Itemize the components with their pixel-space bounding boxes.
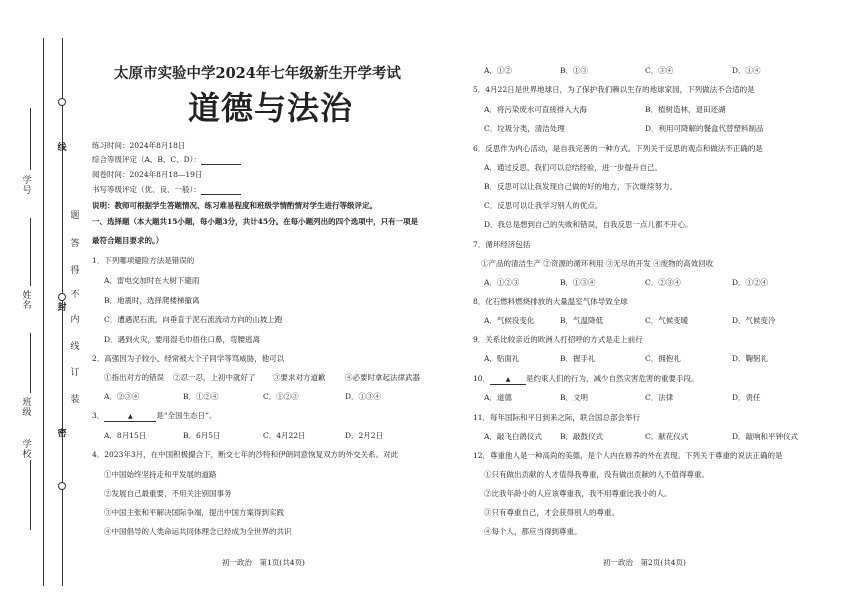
q3-option-c[interactable]: C．4月22日 — [263, 431, 306, 440]
q3-blank[interactable]: ▲ — [104, 413, 156, 422]
q4-statement: ③中国主张和平解决国际争端，提出中国方案得到实践 — [104, 508, 284, 517]
q2-stem: 2．高强因为子较小，经常被大个子同学等骂威胁，他可以 — [92, 354, 285, 363]
q10-stem-text: 是约束人们的行为，减少自然灾害危害的重要手段。 — [526, 374, 699, 383]
q1-option-a[interactable]: A．雷电交加时在大树下避雨 — [104, 276, 200, 285]
writing-rating-label: 书写等级评定（优、良、一般）： — [92, 185, 201, 194]
q3-stem-text: 是“全国生态日”。 — [156, 411, 217, 420]
q6-option-a[interactable]: A．通过反思，我们可以总结经验，进一步提升自己。 — [484, 163, 662, 172]
q7-option-d[interactable]: D．①②④ — [732, 278, 769, 287]
q8-stem: 8．化石燃料燃烧排放的大量温室气体导致全球 — [473, 297, 628, 306]
q11-stem: 11．每年国际和平日到来之际，联合国总部会举行 — [473, 413, 641, 422]
q3-option-b[interactable]: B．6月5日 — [183, 431, 221, 440]
q12-statement: ①只有做出贡献的人才值得我尊重，没有做出贡献的人不值得尊重。 — [484, 470, 709, 479]
q2-option-c[interactable]: C．①②③ — [263, 392, 299, 401]
q9-option-c[interactable]: C．拥抱礼 — [645, 354, 681, 363]
q4-option-b[interactable]: B．①③ — [560, 66, 589, 75]
q1-stem: 1．下列哪项避险方法是错误的 — [92, 256, 195, 265]
q4-option-d[interactable]: D．①④ — [732, 66, 761, 75]
q8-option-b[interactable]: B．气温降低 — [560, 316, 604, 325]
school-line[interactable] — [30, 460, 31, 530]
binding-hole — [58, 98, 66, 106]
name-line[interactable] — [30, 218, 31, 286]
subject-title: 道德与法治 — [188, 89, 354, 127]
q4-stem: 4．2023年3月，在中国积极撮合下，断交七年的沙特和伊朗同意恢复双方的外交关系。对此 — [92, 450, 399, 459]
q10-stem — [473, 374, 699, 385]
grade-rating-label: 综合等级评定（A、B、C、D）： — [92, 155, 201, 164]
q2-option-d[interactable]: D．①③④ — [345, 392, 382, 401]
marking-time: 阅卷时间：2024年8月18—19日 — [92, 170, 203, 179]
q2-option-a[interactable]: A．②③④ — [104, 392, 140, 401]
q10-blank[interactable]: ▲ — [490, 376, 526, 385]
seal-mark-feng: 封 — [57, 303, 67, 313]
q10-option-a[interactable]: A．道德 — [484, 393, 512, 402]
q12-statement: ②比我年龄小的人应该尊重我，我不用尊重比我小的人。 — [484, 489, 672, 498]
q10-number: 10． — [473, 374, 491, 383]
seal-mark-mi: 密 — [57, 429, 67, 439]
q4-option-a[interactable]: A．①② — [484, 66, 512, 75]
q9-option-d[interactable]: D．鞠躬礼 — [732, 354, 769, 363]
section-heading: 一、选择题（本大题共15小题，每小题3分，共计45分。在每小题列出的四个选项中，只有一项是 — [92, 217, 419, 226]
q6-option-c[interactable]: C．反思可以让我学习别人的优点。 — [484, 201, 603, 210]
q7-option-a[interactable]: A．①②③ — [484, 278, 520, 287]
q3-option-d[interactable]: D．2月2日 — [345, 431, 384, 440]
q8-option-d[interactable]: D．气候变冷 — [732, 316, 776, 325]
seal-word: 题 — [70, 211, 80, 221]
q5-option-d[interactable]: D．利用可降解的餐盒代替塑料制品 — [645, 124, 764, 133]
q2-statement: ①指出对方的错误 — [104, 373, 164, 382]
q1-option-b[interactable]: B．地震时，选择爬楼梯撤离 — [104, 296, 200, 305]
q2-statement: ④必要时拿起法律武器 — [345, 373, 420, 382]
grade-rating-blank[interactable] — [201, 156, 241, 165]
binding-line-outer — [43, 38, 44, 586]
writing-rating-blank[interactable] — [201, 186, 241, 195]
q12-stem: 12．尊重他人是一种高尚的美德，是个人内在修养的外在表现。下列关于尊重的说法正确的是 — [473, 451, 783, 460]
q10-option-b[interactable]: B．文明 — [560, 393, 589, 402]
student-id-line[interactable] — [30, 108, 31, 170]
q7-option-b[interactable]: B．①③④ — [560, 278, 596, 287]
q3-stem — [92, 411, 216, 422]
q5-option-b[interactable]: B．植树造林，退田还湖 — [645, 105, 726, 114]
seal-mark-xian: 线 — [57, 143, 67, 153]
q3-option-a[interactable]: A．8月15日 — [104, 431, 147, 440]
q6-option-b[interactable]: B．反思可以让我发现自己做的好的地方，下次继续努力。 — [484, 182, 678, 191]
seal-word: 订 — [70, 368, 80, 378]
page-footer: 初一政治 第1页(共4页) — [222, 558, 305, 567]
q7-option-c[interactable]: C．②③④ — [645, 278, 681, 287]
q2-option-b[interactable]: B．①②④ — [183, 392, 219, 401]
school-label: 学校 — [22, 440, 32, 460]
seal-word: 线 — [70, 342, 80, 352]
seal-word: 得 — [70, 266, 80, 276]
q2-statement: ③要求对方道歉 — [273, 373, 326, 382]
q4-statement: ①中国始终坚持走和平发展的道路 — [104, 470, 217, 479]
q9-option-b[interactable]: B．握手礼 — [560, 354, 596, 363]
student-id-label: 学号 — [22, 176, 32, 196]
instructions: 说明：教师可根据学生答题情况、练习难易程度和班级学情酌情对学生进行等级评定。 — [92, 201, 377, 210]
q12-statement: ③只有尊重自己，才会获得别人的尊重。 — [484, 508, 619, 517]
writing-rating — [92, 185, 241, 195]
class-line[interactable] — [30, 333, 31, 393]
q6-stem: 6．反思作为内心活动，是自我完善的一种方式。下列关于反思的观点和做法不正确的是 — [473, 144, 763, 153]
q4-statement: ④中国倡导的人类命运共同体理念已经成为全世界的共识 — [104, 527, 292, 536]
q3-number: 3． — [92, 411, 105, 420]
q4-statement: ②发展自己最重要，不用关注别国事务 — [104, 489, 232, 498]
seal-word: 装 — [70, 395, 80, 405]
q11-option-a[interactable]: A．敲飞白鸽仪式 — [484, 432, 542, 441]
q1-option-d[interactable]: D．遇到火灾，要用湿毛巾捂住口鼻，弯腰逃离 — [104, 335, 261, 344]
q10-option-c[interactable]: C．法律 — [645, 393, 674, 402]
exam-title: 太原市实验中学2024年七年级新生开学考试 — [114, 65, 401, 82]
q5-option-a[interactable]: A．将污染废水可直接排入大海 — [484, 105, 587, 114]
practice-time: 练习时间：2024年8月18日 — [92, 141, 186, 150]
q11-option-c[interactable]: C．献花仪式 — [645, 432, 689, 441]
seal-word: 内 — [70, 315, 80, 325]
q8-option-c[interactable]: C．气候变暖 — [645, 316, 689, 325]
seal-word: 不 — [70, 290, 80, 300]
q7-stem: 7．循环经济包括 — [473, 240, 531, 249]
q11-option-b[interactable]: B．敲鼓仪式 — [560, 432, 604, 441]
q9-option-a[interactable]: A．贴面礼 — [484, 354, 520, 363]
q6-option-d[interactable]: D．我总是想到自己的失败和错误，自我反思一点儿都不开心。 — [484, 220, 693, 229]
q8-option-a[interactable]: A．气候没变化 — [484, 316, 535, 325]
binding-hole — [58, 482, 66, 490]
q9-stem: 9．关系比较亲近的欧洲人打招呼的方式是走上前行 — [473, 335, 643, 344]
class-label: 班级 — [22, 398, 32, 418]
q5-stem: 5．4月22日是世界地球日，为了保护我们赖以生存的地球家园，下列做法不合适的是 — [473, 85, 755, 94]
grade-rating — [92, 155, 241, 165]
q2-statement: ②忍一忍，上初中就好了 — [173, 373, 256, 382]
seal-word: 答 — [70, 239, 80, 249]
q7-statements: ①产品的清洁生产 ②资源的循环利用 ③无尽的开发 ④废物的高效回收 — [481, 259, 714, 268]
q1-option-c[interactable]: C．遭遇泥石流，向垂直于泥石流流动方向的山坡上跑 — [104, 315, 283, 324]
q11-option-d[interactable]: D．敲响和平钟仪式 — [732, 432, 799, 441]
section-heading-cont: 最符合题目要求的。） — [92, 236, 164, 245]
binding-hole — [58, 293, 66, 301]
q5-option-c[interactable]: C．垃圾分类，清洁处理 — [484, 124, 565, 133]
page-footer: 初一政治 第2页(共4页) — [603, 558, 686, 567]
q10-option-d[interactable]: D．责任 — [732, 393, 761, 402]
q4-option-c[interactable]: C．③④ — [645, 66, 674, 75]
q12-statement: ④每个人，都应当得到尊重。 — [484, 527, 582, 536]
name-label: 姓名 — [22, 291, 32, 311]
